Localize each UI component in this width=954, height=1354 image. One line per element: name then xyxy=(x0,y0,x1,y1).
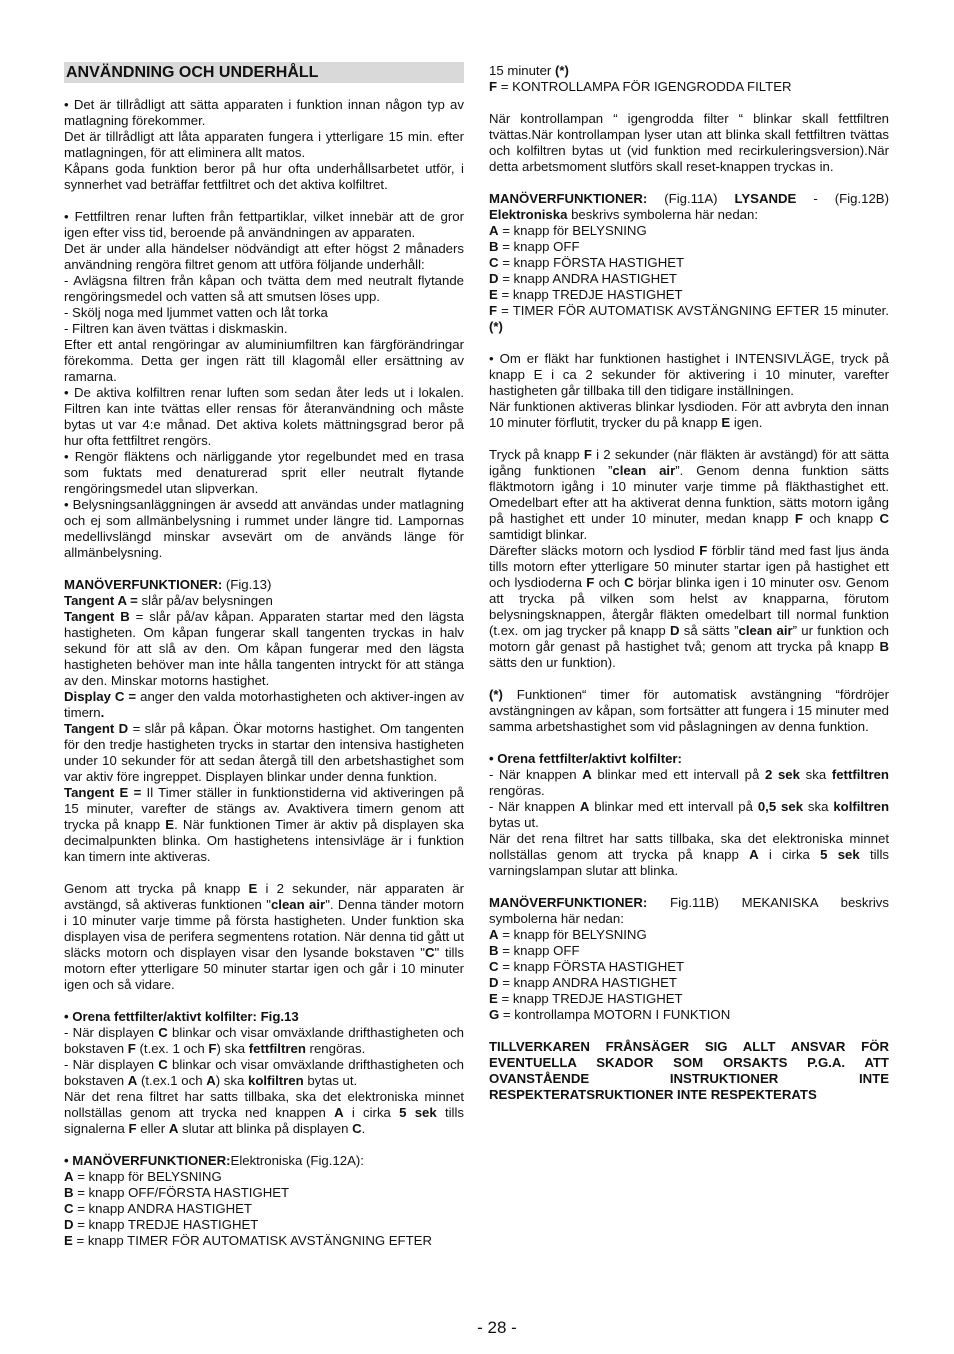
text-run: . xyxy=(361,1121,366,1136)
bold-text: LYSANDE xyxy=(734,191,797,206)
bold-text: E xyxy=(721,415,731,430)
bold-text: C xyxy=(879,511,889,526)
bold-text: A xyxy=(127,1073,138,1088)
text-run: = slår på kåpan. Ökar motorns hastighet. Om tangenten för den tredje hastigheten trycks in startar den intensiva hastigheten under 10 sekunder för att sedan återgå till den arbetshastighet som var aktiv före ingreppet. Displayen blinkar under denna funktion. xyxy=(64,721,464,784)
bold-text: E xyxy=(489,991,498,1006)
text-run: bytas ut. xyxy=(303,1073,358,1088)
bold-text: E xyxy=(64,1233,73,1248)
bold-text: A xyxy=(582,767,592,782)
text-run: eller xyxy=(136,1121,169,1136)
paragraph xyxy=(64,449,464,497)
paragraph xyxy=(64,593,464,609)
text-run: ”. Genom denna funktion sätts fläktmotorn igång i 10 minuter varje timme på fläkthastighet ett. Omedelbart efter att ha aktiverat denna funktion, sätts motorn igång på hastighet ett under 10 minuter, medan knapp xyxy=(489,463,889,526)
text-run: Funktionen“ timer för automatisk avstängning “fördröjer avstängningen av kåpan, som fortsätter att fungera i 15 minuter med samma arbetshastighet som vid påslagningen av denna funktion. xyxy=(489,687,889,734)
text-run: tills signalerna xyxy=(64,1105,464,1136)
text-run: När kontrollampan “ igengrodda filter “ blinkar skall fettfiltren tvättas.När kontrollampan lyser utan att blinka skall fettfiltren tvättas och kolfiltren bytas ut (vid funktion med recirkuleringsversion).När detta arbetsmoment slutförs skall reset-knappen tryckas in. xyxy=(489,111,889,174)
paragraph xyxy=(489,223,889,239)
paragraph xyxy=(64,497,464,561)
bold-text: C xyxy=(489,959,499,974)
bold-text: 5 sek xyxy=(820,847,860,862)
text-run: Därefter släcks motorn och lysdiod xyxy=(489,543,700,558)
paragraph xyxy=(64,1185,464,1201)
paragraph xyxy=(64,385,464,449)
bold-text: 2 sek xyxy=(764,767,800,782)
bold-text: E xyxy=(165,817,175,832)
paragraph xyxy=(489,1007,889,1023)
text-run: slår på/av belysningen xyxy=(137,593,273,608)
text-run: . När funktionen Timer är aktiv på displayen ska decimalpunkten blinka. Om hastighetens intensivläge är i funktion kan timern inte aktiveras. xyxy=(64,817,464,864)
bold-text: C xyxy=(64,1201,74,1216)
text-run: förblir tänd med fast ljus ända tills motorn efter ytterligare 50 minuter startar igen på hastighet ett och lysdioderna xyxy=(489,543,889,590)
bold-text: E xyxy=(489,287,498,302)
text-run: = knapp ANDRA HASTIGHET xyxy=(498,975,677,990)
paragraph xyxy=(489,767,889,799)
text-run: = knapp TREDJE HASTIGHET xyxy=(497,287,683,302)
text-run: igen. xyxy=(730,415,763,430)
bold-text: D xyxy=(489,975,499,990)
bold-text: F xyxy=(583,447,592,462)
paragraph xyxy=(64,161,464,193)
paragraph xyxy=(64,1057,464,1089)
text-run: blinkar och visar omväxlande drifthastigheten och bokstaven xyxy=(64,1057,464,1088)
text-run: tills varningslampan slutar att blinka. xyxy=(489,847,889,878)
bold-text: (*) xyxy=(554,63,569,78)
text-run: = knapp FÖRSTA HASTIGHET xyxy=(498,959,685,974)
bold-text: F xyxy=(127,1041,136,1056)
bold-text: B xyxy=(879,639,889,654)
text-run: och knapp xyxy=(802,511,880,526)
bold-text: A xyxy=(749,847,759,862)
text-run: - Skölj noga med ljummet vatten och låt torka xyxy=(64,305,328,320)
page-number-footer xyxy=(0,1318,954,1338)
bold-text: F xyxy=(489,79,498,94)
text-run: = knapp ANDRA HASTIGHET xyxy=(73,1201,252,1216)
text-run: = slår på/av kåpan. Apparaten startar med den lägsta hastigheten. Om kåpan fungerar skall tangenten tryckas in halv sekund för att slå av den. Om kåpan fungerar med den lägsta hastigheten behöver man inte hålla tangenten intryckt för att stänga av den. Minskar motorns hastighet. xyxy=(64,609,464,688)
paragraph-gap xyxy=(489,95,889,111)
text-run: = knapp ANDRA HASTIGHET xyxy=(498,271,677,286)
text-run: När det rena filtret har satts tillbaka, ska det elektroniska minnet nollställas genom att trycka ned knappen xyxy=(64,1089,464,1120)
paragraph xyxy=(489,927,889,943)
bold-text: clean air xyxy=(738,623,793,638)
bold-text: Tangent D xyxy=(64,721,129,736)
text-run: = knapp TIMER FÖR AUTOMATISK AVSTÄNGNING EFTER xyxy=(72,1233,432,1248)
text-run: ) ska xyxy=(216,1041,249,1056)
text-run: = KONTROLLAMPA FÖR IGENGRODDA FILTER xyxy=(497,79,792,94)
paragraph xyxy=(64,689,464,721)
text-run: - När displayen xyxy=(64,1025,159,1040)
bold-text: Elektroniska xyxy=(489,207,568,222)
paragraph xyxy=(489,63,889,79)
text-run: i 2 sekunder, när apparaten är avstängd, så aktiveras funktionen " xyxy=(64,881,465,912)
text-run: bytas ut. xyxy=(489,815,539,830)
text-run: • Fettfiltren renar luften från fettpartiklar, vilket innebär att de gror igen efter viss tid, beroende på användningen av apparaten. xyxy=(64,209,464,240)
bold-text: clean air xyxy=(612,463,676,478)
paragraph-gap xyxy=(489,1023,889,1039)
bold-text: B xyxy=(489,239,499,254)
paragraph xyxy=(489,111,889,175)
paragraph xyxy=(489,799,889,831)
bold-text: C xyxy=(489,255,499,270)
paragraph xyxy=(489,79,889,95)
bold-text: kolfiltren xyxy=(248,1073,304,1088)
paragraph xyxy=(489,271,889,287)
text-run: (Fig.13) xyxy=(222,577,272,592)
paragraph xyxy=(64,785,464,865)
text-run: Det är under alla händelser nödvändigt att efter högst 2 månaders användning rengöra filtret genom att utföra följande underhåll: xyxy=(64,241,464,272)
bold-text: B xyxy=(489,943,499,958)
right-column xyxy=(489,63,889,1103)
bold-text: MANÖVERFUNKTIONER: xyxy=(64,577,223,592)
bold-text: Display C = xyxy=(64,689,137,704)
text-run: - Avlägsna filtren från kåpan och tvätta dem med neutralt flytande rengöringsmedel och vatten så att smutsen löses upp. xyxy=(64,273,464,304)
bold-text: MANÖVERFUNKTIONER: xyxy=(489,895,648,910)
text-run: = knapp OFF/FÖRSTA HASTIGHET xyxy=(73,1185,290,1200)
paragraph-gap xyxy=(489,431,889,447)
text-run: börjar blinka igen i 10 minuter osv. Genom att trycka på vilken som helst av knapparna, förutom belysningsknappen, återgår fläkten omedelbart till normal funktion (t.ex. om jag trycker på knapp xyxy=(489,575,889,638)
bold-text: D xyxy=(670,623,680,638)
text-run: sätts den ur funktion). xyxy=(489,655,616,670)
bold-text: 5 sek xyxy=(399,1105,437,1120)
paragraph-gap xyxy=(64,993,464,1009)
text-run: (t.ex. 1 och xyxy=(135,1041,209,1056)
text-run: - När displayen xyxy=(64,1057,159,1072)
text-run: Tryck på knapp xyxy=(489,447,584,462)
paragraph xyxy=(64,273,464,305)
bold-text: C xyxy=(624,575,634,590)
paragraph xyxy=(64,1025,464,1057)
text-run: 15 minuter xyxy=(489,63,555,78)
text-run: Elektroniska (Fig.12A): xyxy=(230,1153,364,1168)
bold-text: A xyxy=(334,1105,344,1120)
text-run: = knapp OFF xyxy=(498,239,580,254)
text-run: - När knappen xyxy=(489,799,580,814)
text-run: blinkar och visar omväxlande drifthastigheten och bokstaven xyxy=(64,1025,464,1056)
paragraph xyxy=(489,543,889,671)
bold-text: A xyxy=(579,799,590,814)
text-run: = knapp för BELYSNING xyxy=(498,927,647,942)
bold-text: A xyxy=(168,1121,179,1136)
text-run: = knapp FÖRSTA HASTIGHET xyxy=(498,255,685,270)
bold-text: C xyxy=(158,1025,168,1040)
bold-text: (*) xyxy=(489,687,503,702)
paragraph xyxy=(489,287,889,303)
paragraph xyxy=(489,191,889,223)
bold-text: D xyxy=(64,1217,74,1232)
text-run: = knapp för BELYSNING xyxy=(73,1169,222,1184)
bold-text: F xyxy=(208,1041,217,1056)
text-run: ) ska xyxy=(215,1073,248,1088)
text-run: Genom att trycka på knapp xyxy=(64,881,249,896)
text-run: • Om er fläkt har funktionen hastighet i INTENSIVLÄGE, tryck på knapp E i ca 2 sekunder för aktivering i 10 minuter, varefter hastigheten går tillbaka till den tidigare inställningen. xyxy=(489,351,889,398)
page-number: - 28 - xyxy=(477,1318,517,1337)
text-run: Det är tillrådligt att låta apparaten fungera i ytterligare 15 min. efter matlagningen, för att eliminera allt matos. xyxy=(64,129,464,160)
paragraph xyxy=(64,577,464,593)
bold-text: D xyxy=(489,271,499,286)
paragraph xyxy=(489,351,889,399)
text-run: Kåpans goda funktion beror på hur ofta underhållsarbetet utför, i synnerhet vad beträffar fettfiltret och det aktiva kolfiltret. xyxy=(64,161,464,192)
bold-text: clean air xyxy=(270,897,326,912)
text-run: (t.ex.1 och xyxy=(137,1073,207,1088)
text-run: - När knappen xyxy=(489,767,583,782)
text-run: = knapp TREDJE HASTIGHET xyxy=(497,991,683,1006)
paragraph xyxy=(64,1089,464,1137)
paragraph xyxy=(489,687,889,735)
bold-text: 0,5 sek xyxy=(757,799,804,814)
paragraph xyxy=(64,1009,464,1025)
paragraph xyxy=(489,991,889,1007)
text-run: • Det är tillrådligt att sätta apparaten i funktion innan någon typ av matlagning förekommer. xyxy=(64,97,464,128)
bold-text: C xyxy=(158,1057,168,1072)
bold-text: kolfiltren xyxy=(833,799,889,814)
paragraph-gap xyxy=(489,879,889,895)
paragraph xyxy=(64,129,464,161)
text-run: • Rengör fläktens och närliggande ytor regelbundet med en trasa som fuktats med denaturerad sprit eller neutralt flytande rengöringsmedel utan slipverkan. xyxy=(64,449,464,496)
paragraph xyxy=(489,751,889,767)
paragraph xyxy=(489,895,889,927)
paragraph xyxy=(489,447,889,543)
paragraph xyxy=(489,399,889,431)
paragraph-gap xyxy=(64,561,464,577)
bold-text: MANÖVERFUNKTIONER: xyxy=(489,191,648,206)
paragraph xyxy=(64,337,464,385)
text-run: rengöras. xyxy=(305,1041,366,1056)
bold-text: C xyxy=(424,945,435,960)
paragraph xyxy=(489,959,889,975)
text-run: så sätts ” xyxy=(679,623,739,638)
paragraph xyxy=(64,1153,464,1169)
text-run: beskrivs symbolerna här nedan: xyxy=(567,207,759,222)
bold-text: A xyxy=(64,1169,74,1184)
paragraph xyxy=(489,255,889,271)
bold-text: F xyxy=(586,575,595,590)
text-run: Efter ett antal rengöringar av aluminiumfiltren kan färgförändringar förekomma. Detta ger ingen rätt till klagomål eller ersättning av ramarna. xyxy=(64,337,464,384)
left-column xyxy=(64,62,464,1249)
bold-text: A xyxy=(206,1073,216,1088)
paragraph xyxy=(489,239,889,255)
bold-text: G xyxy=(489,1007,500,1022)
paragraph-gap xyxy=(489,671,889,687)
bold-text: F xyxy=(128,1121,137,1136)
left-column-body xyxy=(64,97,464,1249)
bold-text: A xyxy=(489,223,499,238)
text-run: i 2 sekunder (när fläkten är avstängd) för att sätta igång funktionen ” xyxy=(489,447,889,478)
paragraph xyxy=(64,209,464,241)
right-column-body xyxy=(489,63,889,1103)
bold-text: • Orena fettfilter/aktivt kolfilter: xyxy=(489,751,682,766)
text-run: Il Timer ställer in funktionstiderna vid aktiveringen på 15 minuter, varefter de stängs av. Avaktivera timern genom att trycka på knapp xyxy=(64,785,464,832)
text-run: rengöras. xyxy=(489,783,545,798)
paragraph xyxy=(64,321,464,337)
text-run: blinkar med ett intervall på xyxy=(591,767,765,782)
text-run: • De aktiva kolfiltren renar luften som sedan åter leds ut i lokalen. Filtren kan inte tvättas eller rensas för återanvändning och måste bytas ut var 4:e månad. Det aktiva kolets mättningsgrad beror på hur ofta fettfiltret rengörs. xyxy=(64,385,464,448)
paragraph-gap xyxy=(489,735,889,751)
text-run: = kontrollampa MOTORN I FUNKTION xyxy=(499,1007,731,1022)
paragraph xyxy=(64,1169,464,1185)
bold-text: fettfiltren xyxy=(248,1041,306,1056)
text-run: ". Denna tänder motorn i 10 minuter varje timme på första hastigheten. Under funktion ska displayen visa de perifera segmentens rotation. När denna tid gått ut släcks motorn och displayen visar den lysande bokstaven " xyxy=(64,897,464,960)
paragraph xyxy=(489,975,889,991)
text-run: slutar att blinka på displayen xyxy=(178,1121,353,1136)
paragraph xyxy=(64,305,464,321)
bold-text: . xyxy=(100,705,105,720)
bold-text: TILLVERKAREN FRÅNSÄGER SIG ALLT ANSVAR FÖR EVENTUELLA SKADOR SOM ORSAKTS P.G.A. ATT OVANSTÅENDE INSTRUKTIONER INTE RESPEKTERATSRUKTIONER INTE RESPEKTERATS xyxy=(489,1039,889,1102)
bold-text: E xyxy=(248,881,258,896)
bold-text: Tangent E = xyxy=(64,785,142,800)
bold-text: F xyxy=(489,303,498,318)
text-run: Fig.11B) MEKANISKA beskrivs symbolerna här nedan: xyxy=(489,895,889,926)
text-run: samtidigt blinkar. xyxy=(489,527,588,542)
text-run: = TIMER FÖR AUTOMATISK AVSTÄNGNING EFTER 15 minuter. xyxy=(497,303,889,318)
text-run: - Filtren kan även tvättas i diskmaskin. xyxy=(64,321,288,336)
paragraph-gap xyxy=(64,193,464,209)
paragraph xyxy=(64,1233,464,1249)
text-run: När det rena filtret har satts tillbaka, ska det elektroniska minnet nollställas genom att trycka på knapp xyxy=(489,831,889,862)
text-run: • Belysningsanläggningen är avsedd att användas under matlagning och ej som allmänbelysning i rummet under längre tid. Lampornas medellivslängd minskar avsevärt om de används länge för allmänbelysning. xyxy=(64,497,464,560)
text-run: i cirka xyxy=(758,847,821,862)
text-run: " tills motorn efter ytterligare 50 minuter startar igen och går i 10 minuter igen och så vidare. xyxy=(64,945,464,992)
text-run: ska xyxy=(799,767,832,782)
bold-text: • Orena fettfilter/aktivt kolfilter: Fig.13 xyxy=(64,1009,299,1024)
text-run: - (Fig.12B) xyxy=(796,191,889,206)
bold-text: F xyxy=(699,543,708,558)
text-run: blinkar med ett intervall på xyxy=(589,799,758,814)
bold-text: C xyxy=(352,1121,362,1136)
text-run: = knapp för BELYSNING xyxy=(498,223,647,238)
paragraph xyxy=(64,1201,464,1217)
text-run: (Fig.11A) xyxy=(647,191,735,206)
bold-text: A xyxy=(489,927,499,942)
bold-text: fettfiltren xyxy=(831,767,889,782)
paragraph xyxy=(64,1217,464,1233)
paragraph xyxy=(64,97,464,129)
bold-text: F xyxy=(794,511,803,526)
text-run: = knapp OFF xyxy=(498,943,580,958)
text-run: ska xyxy=(803,799,834,814)
paragraph xyxy=(489,943,889,959)
text-run: anger den valda motorhastigheten och aktiver-ingen av timern xyxy=(64,689,464,720)
bold-text: • MANÖVERFUNKTIONER: xyxy=(64,1153,231,1168)
paragraph xyxy=(64,881,464,993)
text-run: = knapp TREDJE HASTIGHET xyxy=(73,1217,259,1232)
paragraph-gap xyxy=(489,335,889,351)
paragraph xyxy=(64,609,464,689)
paragraph-gap xyxy=(64,865,464,881)
section-heading: ANVÄNDNING OCH UNDERHÅLL xyxy=(64,62,464,83)
bold-text: Tangent B xyxy=(64,609,130,624)
text-run: ” ur funktion och motorn går genast på hastighet två; genom att trycka på knapp xyxy=(489,623,889,654)
paragraph xyxy=(489,303,889,335)
bold-text: B xyxy=(64,1185,74,1200)
text-run: i cirka xyxy=(343,1105,400,1120)
paragraph xyxy=(489,831,889,879)
paragraph-gap xyxy=(489,175,889,191)
bold-text: (*) xyxy=(489,319,503,334)
bold-text: Tangent A = xyxy=(64,593,138,608)
paragraph xyxy=(64,721,464,785)
paragraph-gap xyxy=(64,1137,464,1153)
paragraph xyxy=(64,241,464,273)
text-run: När funktionen aktiveras blinkar lysdioden. För att avbryta den innan 10 minuter förflutit, trycker du på knapp xyxy=(489,399,889,430)
text-run: och xyxy=(594,575,625,590)
disclaimer-paragraph xyxy=(489,1039,889,1103)
